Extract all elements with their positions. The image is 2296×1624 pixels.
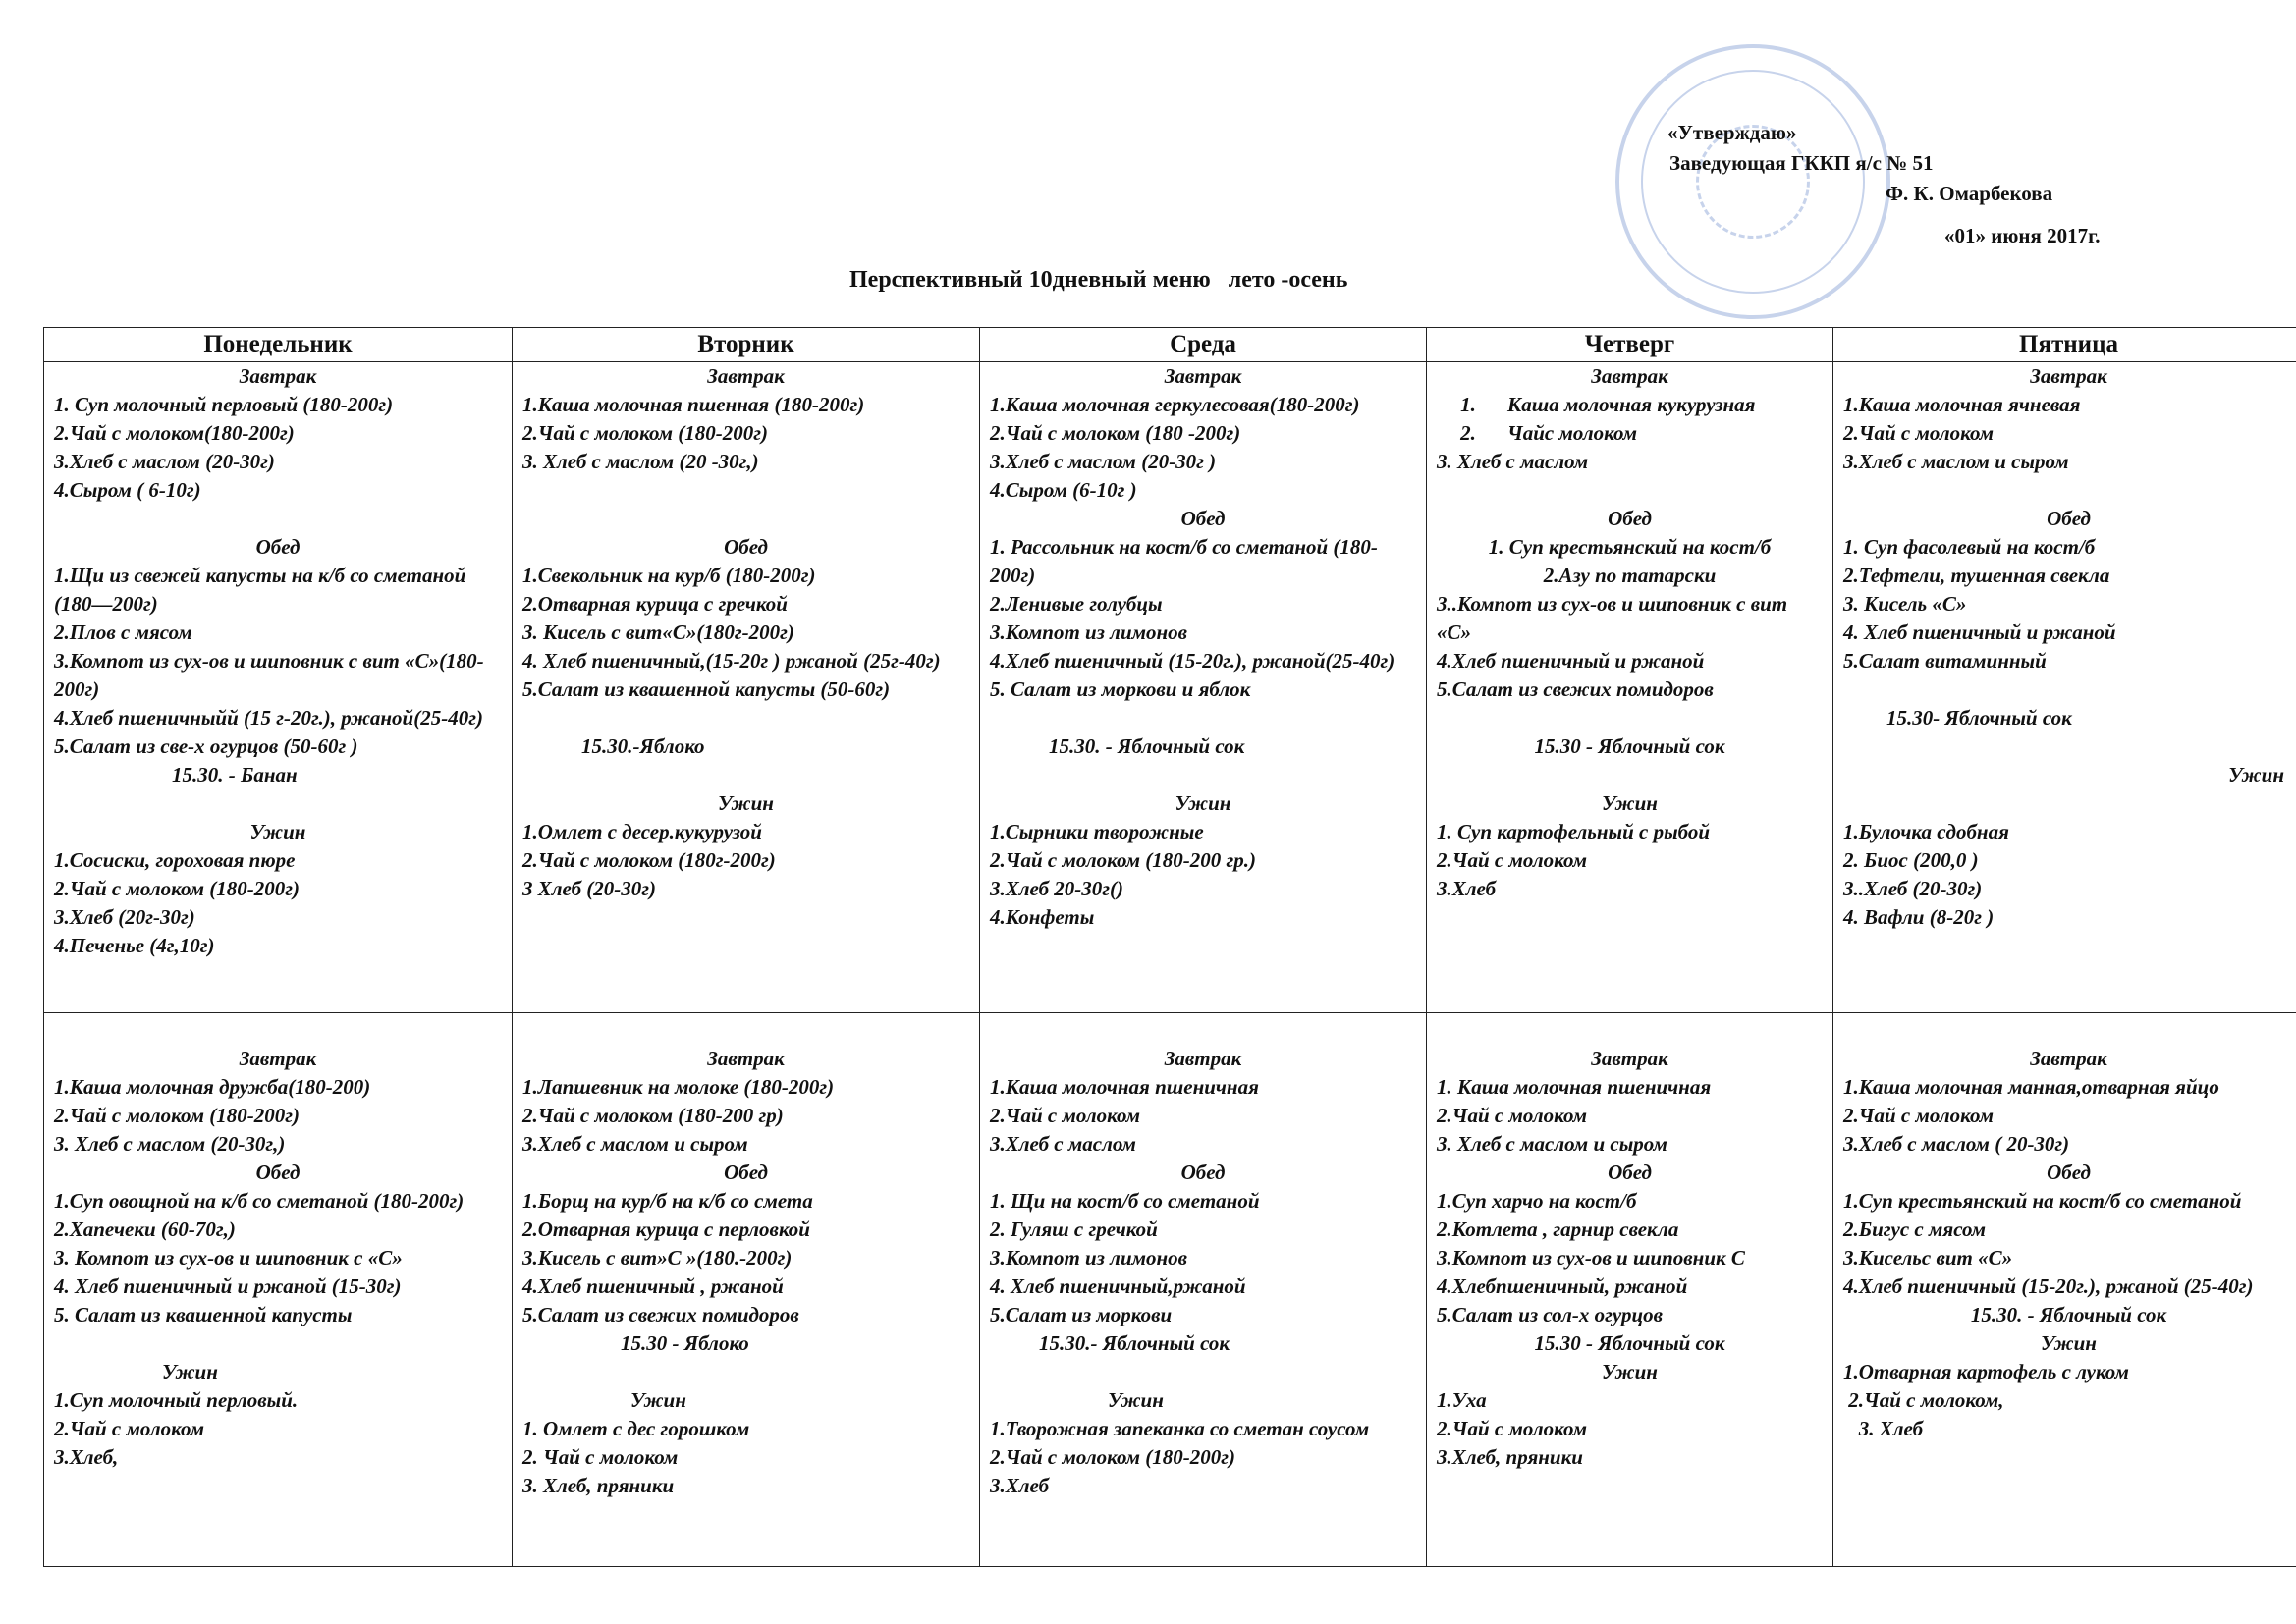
menu-item: 3. Кисель «С» bbox=[1843, 592, 1967, 616]
menu-item: 3.Хлеб с маслом bbox=[990, 1132, 1136, 1156]
menu-item: 3 Хлеб (20-30г) bbox=[522, 877, 657, 900]
menu-item: 1. Каша молочная кукурузная bbox=[1460, 393, 1756, 416]
menu-item: 1. Суп фасолевый на кост/б bbox=[1843, 535, 2096, 559]
snack-item: 15.30.-Яблоко bbox=[581, 734, 705, 758]
menu-item: 4. Хлеб пшеничный,ржаной bbox=[990, 1274, 1246, 1298]
menu-item: 4.Хлеб пшеничныйй (15 г-20г.), ржаной(25-40г) bbox=[54, 706, 483, 730]
menu-item: 2.Чай с молоком (180 -200г) bbox=[990, 421, 1241, 445]
menu-item: 2.Чай с молоком bbox=[990, 1104, 1141, 1127]
snack-item: 15.30- Яблочный сок bbox=[1886, 706, 2072, 730]
menu-item: 3. Хлеб с маслом bbox=[1437, 450, 1589, 473]
day-header-row bbox=[44, 328, 2296, 362]
dinner-heading: Ужин bbox=[2041, 1331, 2097, 1355]
menu-item: 2. Чай с молоком bbox=[522, 1445, 679, 1469]
menu-item: 2. Биос (200,0 ) bbox=[1843, 848, 1979, 872]
menu-item: 1.Каша молочная манная,отварная яйцо bbox=[1843, 1075, 2219, 1099]
lunch-heading: Обед bbox=[724, 535, 768, 559]
menu-item: 2.Чай с молоком bbox=[1437, 1104, 1588, 1127]
menu-item: 1.Суп молочный перловый. bbox=[54, 1388, 299, 1412]
menu-item: 1.Сырники творожные bbox=[990, 820, 1204, 843]
menu-item: 3. Кисель с вит«С»(180г-200г) bbox=[522, 621, 794, 644]
lunch-heading: Обед bbox=[1608, 1161, 1652, 1184]
menu-item: 2.Чай с молоком bbox=[1437, 848, 1588, 872]
menu-item: 1.Отварная картофель с луком bbox=[1843, 1360, 2129, 1383]
menu-item: 3.Хлеб, пряники bbox=[1437, 1445, 1583, 1469]
dinner-heading: Ужин bbox=[2228, 763, 2284, 786]
w1-monday-cell bbox=[44, 362, 513, 1013]
menu-item: 3.Хлеб с маслом и сыром bbox=[522, 1132, 748, 1156]
menu-item: 5.Салат из свежих помидоров bbox=[522, 1303, 799, 1326]
menu-item: 3.Хлеб bbox=[990, 1474, 1050, 1497]
breakfast-heading: Завтрак bbox=[1164, 1047, 1242, 1070]
day-header-friday: Пятница bbox=[1833, 328, 2296, 362]
menu-item: 3.Компот из сух-ов и шиповник С bbox=[1437, 1246, 1745, 1270]
dinner-heading: Ужин bbox=[1108, 1388, 1164, 1412]
breakfast-heading: Завтрак bbox=[1164, 364, 1242, 388]
breakfast-heading: Завтрак bbox=[2030, 364, 2107, 388]
lunch-heading: Обед bbox=[2047, 1161, 2091, 1184]
menu-item: 3. Хлеб с маслом (20 -30г,) bbox=[522, 450, 759, 473]
menu-item: 5. Салат из квашенной капусты bbox=[54, 1303, 353, 1326]
menu-item: 2.Ленивые голубцы bbox=[990, 592, 1163, 616]
menu-item: 4. Хлеб пшеничный,(15-20г ) ржаной (25г-40г) bbox=[522, 649, 941, 673]
menu-item: 2.Чай с молоком (180-200г) bbox=[990, 1445, 1236, 1469]
lunch-heading: Обед bbox=[1608, 507, 1652, 530]
menu-item: 3. Компот из сух-ов и шиповник с «С» bbox=[54, 1246, 403, 1270]
menu-item: 4. Хлеб пшеничный и ржаной bbox=[1843, 621, 2116, 644]
page-title: Перспективный 10дневный меню лето -осень bbox=[849, 267, 1348, 293]
menu-item: 2.Чай с молоком (180г-200г) bbox=[522, 848, 776, 872]
menu-item: 5.Салат из моркови bbox=[990, 1303, 1173, 1326]
menu-item: 4.Сыром (6-10г ) bbox=[990, 478, 1137, 502]
menu-item: 5.Салат из сол-х огурцов bbox=[1437, 1303, 1664, 1326]
day-header-tuesday: Вторник bbox=[513, 328, 980, 362]
day-header-wednesday: Среда bbox=[980, 328, 1427, 362]
menu-item: 1.Уха bbox=[1437, 1388, 1487, 1412]
lunch-heading: Обед bbox=[724, 1161, 768, 1184]
menu-item: 5.Салат из свежих помидоров bbox=[1437, 677, 1714, 701]
menu-item: 1.Каша молочная пшеничная bbox=[990, 1075, 1259, 1099]
w1-thursday-cell bbox=[1427, 362, 1833, 1013]
dinner-heading: Ужин bbox=[718, 791, 774, 815]
menu-item: 2.Чай с молоком (180-200 гр) bbox=[522, 1104, 784, 1127]
dinner-heading: Ужин bbox=[249, 820, 306, 843]
lunch-heading: Обед bbox=[255, 1161, 301, 1184]
menu-item: 1.Каша молочная геркулесовая(180-200г) bbox=[990, 393, 1360, 416]
breakfast-heading: Завтрак bbox=[707, 1047, 785, 1070]
approval-date: «01» июня 2017г. bbox=[1944, 224, 2101, 247]
breakfast-heading: Завтрак bbox=[1591, 364, 1668, 388]
menu-item: 3.Хлеб, bbox=[54, 1445, 119, 1469]
lunch-heading: Обед bbox=[1180, 1161, 1226, 1184]
menu-item: 1.Булочка сдобная bbox=[1843, 820, 2009, 843]
menu-item: 3. Хлеб bbox=[1843, 1417, 1924, 1440]
breakfast-heading: Завтрак bbox=[2030, 1047, 2107, 1070]
menu-item: 1. Суп картофельный с рыбой bbox=[1437, 820, 1711, 843]
menu-item: 1.Суп харчо на кост/б bbox=[1437, 1189, 1637, 1213]
menu-item: 1. Каша молочная пшеничная bbox=[1437, 1075, 1712, 1099]
menu-item: 2.Хапечеки (60-70г,) bbox=[54, 1218, 236, 1241]
menu-item: 3.Хлеб с маслом ( 20-30г) bbox=[1843, 1132, 2070, 1156]
menu-item: 1.Лапшевник на молоке (180-200г) bbox=[522, 1075, 835, 1099]
menu-item: 2.Чай с молоком (180-200г) bbox=[54, 877, 301, 900]
menu-item: 4.Сыром ( 6-10г) bbox=[54, 478, 201, 502]
approval-block bbox=[1640, 118, 2190, 251]
menu-item: 1. Рассольник на кост/б со сметаной (180-200г) bbox=[990, 535, 1378, 587]
snack-item: 15.30. - Банан bbox=[172, 763, 298, 786]
menu-item: 4.Хлеб пшеничный и ржаной bbox=[1437, 649, 1705, 673]
menu-item: 4.Хлеб пшеничный (15-20г.), ржаной (25-40г) bbox=[1843, 1274, 2254, 1298]
menu-item: 2.Тефтели, тушенная свекла bbox=[1843, 564, 2110, 587]
breakfast-heading: Завтрак bbox=[707, 364, 785, 388]
snack-item: 15.30. - Яблочный сок bbox=[1970, 1303, 2167, 1326]
menu-item: 1.Борщ на кур/б на к/б со смета bbox=[522, 1189, 813, 1213]
menu-item: 4.Хлеб пшеничный , ржаной bbox=[522, 1274, 784, 1298]
menu-item: 1.Каша молочная пшенная (180-200г) bbox=[522, 393, 865, 416]
menu-item: 1.Щи из свежей капусты на к/б со сметаной (180—200г) bbox=[54, 564, 466, 616]
menu-item: 1.Творожная запеканка со сметан соусом bbox=[990, 1417, 1370, 1440]
w2-friday-cell bbox=[1833, 1013, 2296, 1567]
menu-item: 3.Хлеб (20г-30г) bbox=[54, 905, 195, 929]
menu-item: 4.Хлебпшеничный, ржаной bbox=[1437, 1274, 1688, 1298]
menu-item: 2.Чай с молоком bbox=[54, 1417, 205, 1440]
day-header-thursday: Четверг bbox=[1427, 328, 1833, 362]
menu-item: 3..Хлеб (20-30г) bbox=[1843, 877, 1983, 900]
menu-item: 1.Сосиски, гороховая пюре bbox=[54, 848, 296, 872]
menu-item: 3.Хлеб с маслом и сыром bbox=[1843, 450, 2069, 473]
menu-item: 1.Омлет с десер.кукурузой bbox=[522, 820, 762, 843]
snack-item: 15.30.- Яблочный сок bbox=[1039, 1331, 1230, 1355]
menu-item: 2. Чайс молоком bbox=[1460, 421, 1638, 445]
menu-item: 3.Компот из сух-ов и шиповник с вит «С»(180-200г) bbox=[54, 649, 484, 701]
menu-item: 1. Омлет с дес горошком bbox=[522, 1417, 750, 1440]
breakfast-heading: Завтрак bbox=[239, 1047, 317, 1070]
menu-item: 4.Печенье (4г,10г) bbox=[54, 934, 215, 957]
snack-item: 15.30 - Яблочный сок bbox=[1534, 734, 1725, 758]
lunch-heading: Обед bbox=[2047, 507, 2091, 530]
menu-item: 2.Чай с молоком (180-200г) bbox=[522, 421, 769, 445]
menu-item: 5.Салат из квашенной капусты (50-60г) bbox=[522, 677, 891, 701]
menu-item: 2.Чай с молоком, bbox=[1843, 1388, 2004, 1412]
menu-item: 5. Салат из моркови и яблок bbox=[990, 677, 1251, 701]
menu-item: 1.Суп крестьянский на кост/б со сметаной bbox=[1843, 1189, 2242, 1213]
menu-item: 3.Кисельс вит «С» bbox=[1843, 1246, 2013, 1270]
menu-item: 3..Компот из сух-ов и шиповник с вит «С» bbox=[1437, 592, 1788, 644]
menu-item: 2.Бигус с мясом bbox=[1843, 1218, 1987, 1241]
menu-item: 2.Чай с молоком (180-200 гр.) bbox=[990, 848, 1257, 872]
dinner-heading: Ужин bbox=[1602, 1360, 1658, 1383]
menu-item: 5.Салат из све-х огурцов (50-60г ) bbox=[54, 734, 358, 758]
w1-friday-cell bbox=[1833, 362, 2296, 1013]
menu-item: 3.Компот из лимонов bbox=[990, 1246, 1188, 1270]
menu-item: 1.Суп овощной на к/б со сметаной (180-200г) bbox=[54, 1189, 465, 1213]
menu-item: 4.Конфеты bbox=[990, 905, 1095, 929]
dinner-heading: Ужин bbox=[162, 1360, 218, 1383]
menu-item: 2.Котлета , гарнир свекла bbox=[1437, 1218, 1679, 1241]
menu-item: 2.Плов с мясом bbox=[54, 621, 192, 644]
week-2-row bbox=[44, 1013, 2296, 1567]
snack-item: 15.30 - Яблоко bbox=[621, 1331, 749, 1355]
week-1-row bbox=[44, 362, 2296, 1013]
lunch-heading: Обед bbox=[1180, 507, 1226, 530]
menu-item: 3.Компот из лимонов bbox=[990, 621, 1188, 644]
menu-item: 1. Суп крестьянский на кост/б bbox=[1488, 535, 1772, 559]
breakfast-heading: Завтрак bbox=[1591, 1047, 1668, 1070]
approval-heading: «Утверждаю» bbox=[1667, 121, 1797, 144]
menu-item: 1.Каша молочная ячневая bbox=[1843, 393, 2081, 416]
dinner-heading: Ужин bbox=[1175, 791, 1231, 815]
menu-item: 4. Вафли (8-20г ) bbox=[1843, 905, 1995, 929]
dinner-heading: Ужин bbox=[630, 1388, 686, 1412]
menu-item: 3.Хлеб bbox=[1437, 877, 1497, 900]
w2-tuesday-cell bbox=[513, 1013, 980, 1567]
menu-item: 3.Хлеб с маслом (20-30г ) bbox=[990, 450, 1217, 473]
menu-item: 2.Отварная курица с перловкой bbox=[522, 1218, 810, 1241]
menu-item: 3.Хлеб с маслом (20-30г) bbox=[54, 450, 275, 473]
menu-item: 2.Отварная курица с гречкой bbox=[522, 592, 788, 616]
menu-item: 3. Хлеб с маслом и сыром bbox=[1437, 1132, 1667, 1156]
approval-name: Ф. К. Омарбекова bbox=[1886, 182, 2053, 205]
snack-item: 15.30 - Яблочный сок bbox=[1534, 1331, 1725, 1355]
menu-item: 2.Чай с молоком bbox=[1437, 1417, 1588, 1440]
menu-item: 2. Гуляш с гречкой bbox=[990, 1218, 1158, 1241]
menu-item: 1.Каша молочная дружба(180-200) bbox=[54, 1075, 371, 1099]
w2-monday-cell bbox=[44, 1013, 513, 1567]
snack-item: 15.30. - Яблочный сок bbox=[1049, 734, 1245, 758]
w2-thursday-cell bbox=[1427, 1013, 1833, 1567]
menu-item: 2.Чай с молоком (180-200г) bbox=[54, 1104, 301, 1127]
w1-wednesday-cell bbox=[980, 362, 1427, 1013]
menu-item: 2.Азу по татарски bbox=[1543, 564, 1717, 587]
menu-item: 5.Салат витаминный bbox=[1843, 649, 2047, 673]
menu-item: 3.Кисель с вит»С »(180.-200г) bbox=[522, 1246, 793, 1270]
menu-item: 3.Хлеб 20-30г() bbox=[990, 877, 1124, 900]
lunch-heading: Обед bbox=[255, 535, 301, 559]
approval-position: Заведующая ГККП я/с № 51 bbox=[1669, 151, 1934, 175]
menu-item: 4. Хлеб пшеничный и ржаной (15-30г) bbox=[54, 1274, 402, 1298]
menu-table bbox=[43, 327, 2296, 1567]
menu-item: 2.Чай с молоком(180-200г) bbox=[54, 421, 295, 445]
day-header-monday: Понедельник bbox=[44, 328, 513, 362]
menu-item: 1. Щи на кост/б со сметаной bbox=[990, 1189, 1260, 1213]
breakfast-heading: Завтрак bbox=[239, 364, 317, 388]
menu-item: 2.Чай с молоком bbox=[1843, 1104, 1995, 1127]
w2-wednesday-cell bbox=[980, 1013, 1427, 1567]
menu-item: 2.Чай с молоком bbox=[1843, 421, 1995, 445]
menu-item: 1.Свекольник на кур/б (180-200г) bbox=[522, 564, 816, 587]
menu-item: 4.Хлеб пшеничный (15-20г.), ржаной(25-40г) bbox=[990, 649, 1395, 673]
menu-item: 3. Хлеб, пряники bbox=[522, 1474, 675, 1497]
menu-item: 3. Хлеб с маслом (20-30г,) bbox=[54, 1132, 286, 1156]
menu-item: 1. Суп молочный перловый (180-200г) bbox=[54, 393, 394, 416]
w1-tuesday-cell bbox=[513, 362, 980, 1013]
dinner-heading: Ужин bbox=[1602, 791, 1658, 815]
